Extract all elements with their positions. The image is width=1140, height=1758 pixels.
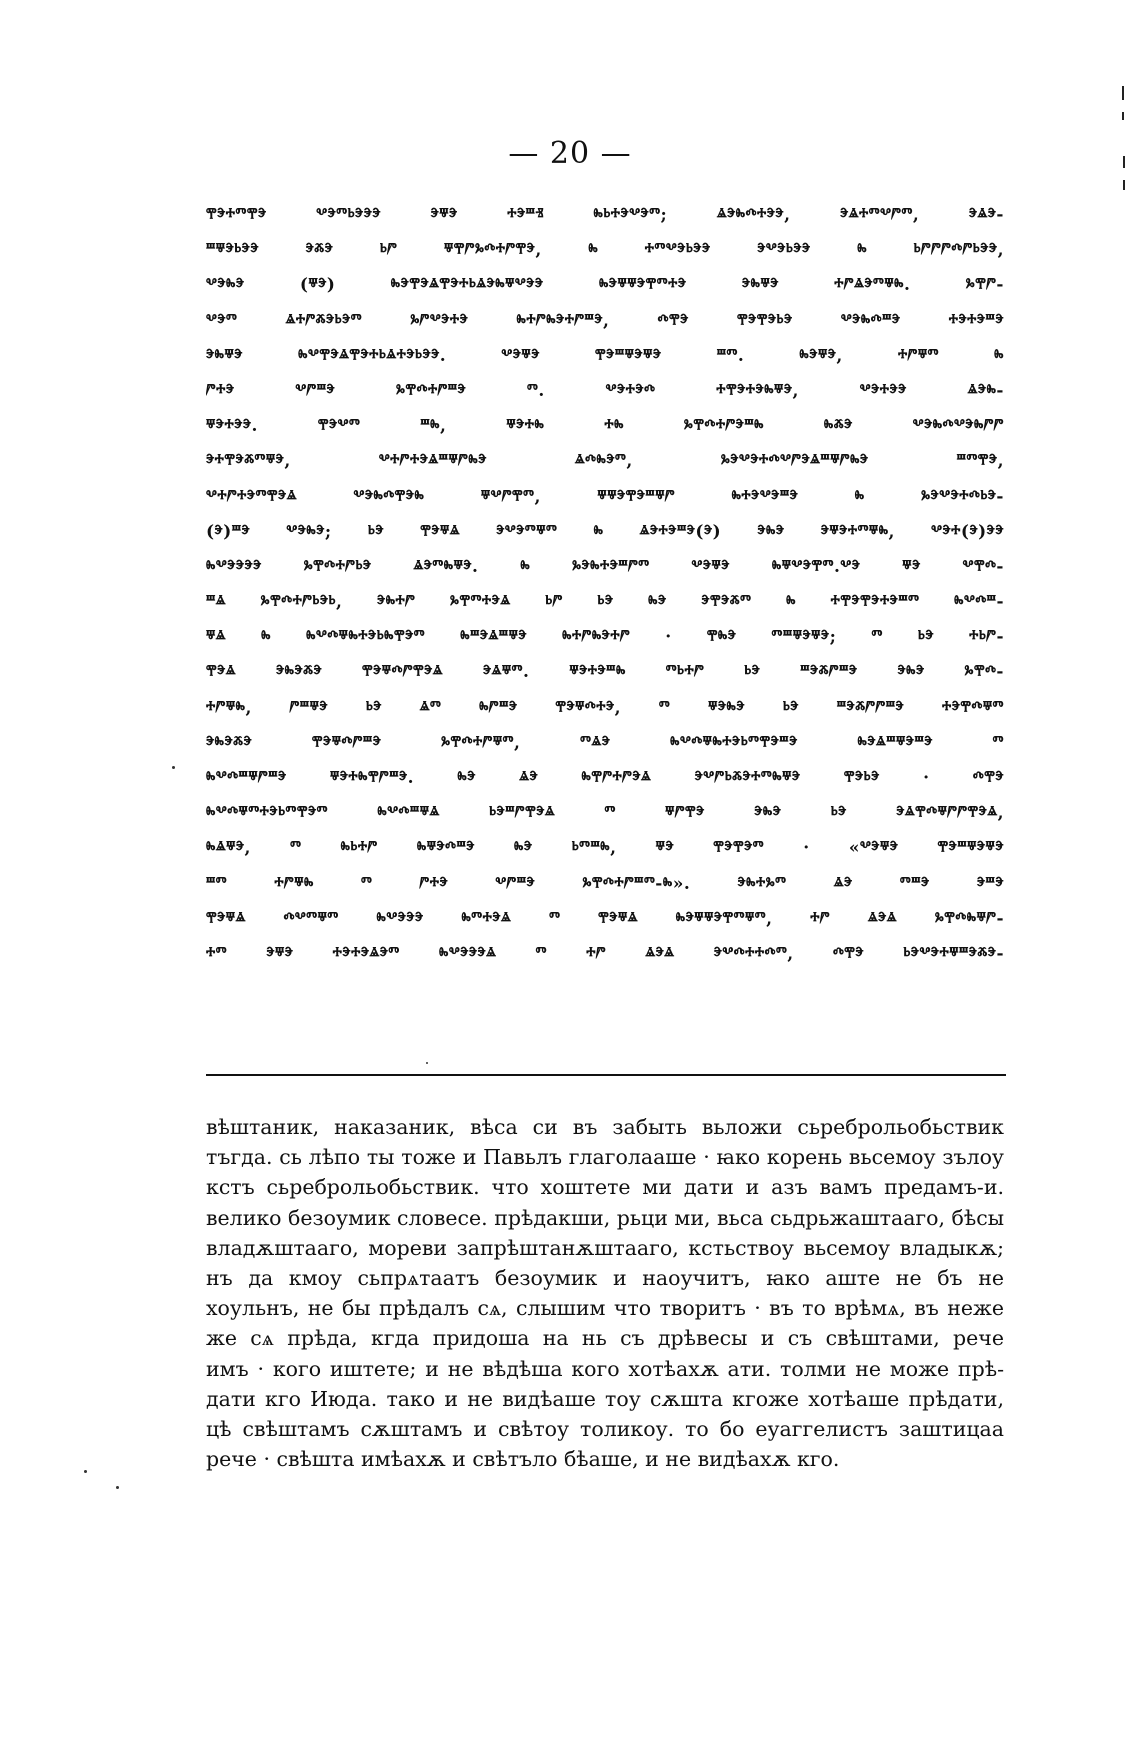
cyrillic-line: тъгда. сь лѣпо ты тоже и Павьлъ глаголааше · ꙗко корень вьсемоу зълоу [206,1145,1004,1170]
glagolitic-line: ⱎⱑ ⰳⰹⰴⰰⱓⱃⰵⱃ, ⰵⰸⰰⱓ ⰳⰹⱅⰰⰵⱑ ⱃⱓ ⱃⰵ ⰸⰵ ⰵⰹⰵⰶⱅ ⰸ ⰰⰹⰵⰹⰵⰰⰵⱎⱅ ⰸⰲⰴⱎ- [206,592,1004,613]
cyrillic-transliteration-block [206,1112,1004,1474]
scan-edge-mark [1123,156,1125,168]
glagolitic-line: ⰰⱓⱋⰸ, ⱓⱎⱋⰵ ⱃⰵ ⱑⱅ ⰸⱓⱎⰵ ⰹⰵⱋⰴⰰⰵ, ⱅ ⱋⰵⰸⰵ ⱃⰵ ⱎⰵⰶⱓⱓⱎⰵ ⰰⰵⰹⰴⱋⱅ [206,697,1004,718]
glagolitic-line: ⱋⱑ ⰸ ⰸⰲⰴⱋⰸⰰⰵⱃⰸⰹⰵⱅ ⰸⱎⰵⱑⱎⱋⰵ ⰸⰰⱓⰸⰵⰰⱓ · ⰹⰸⰵ ⱅⱎⱋⰵⱋⰵ; ⱅ ⱃⰵ ⰰⱃⱓ- [206,627,1004,648]
glagolitic-text-block [206,198,1004,972]
glagolitic-line: (ⰵ)ⱎⰵ ⰲⰵⰸⰵ; ⱃⰵ ⰹⰵⱋⱑ ⰵⰲⰵⱅⱋⱅ ⰸ ⱑⰵⰰⰵⱎⰵ(ⰵ) ⰵⰸⰵ ⰵⱋⰵⰰⱅⱋⰸ, ⰲⰵⰰ(ⰵ)ⰵⰵ [206,521,1004,542]
page-number: — 20 — [508,136,632,171]
glagolitic-line: ⰸⰲⰴⱋⱅⰰⰵⱃⱅⰹⰵⱅ ⰸⰲⰴⱎⱋⱑ ⱃⰵⱎⱓⰹⰵⱑ ⱅ ⱋⱓⰹⰵ ⰵⰸⰵ ⱃⰵ ⰵⱑⰹⰴⱋⱓⱓⰹⰵⱑ, [206,803,1004,824]
cyrillic-line: велико безоумик словесе. прѣдакши, рьци ми, вьса сьдрьжаштааго, бѣсы [206,1205,1004,1230]
section-divider [206,1074,1006,1076]
glagolitic-line: ⰸⱑⱋⰵ, ⱅ ⰸⱃⰰⱓ ⰸⱋⰵⰴⱎⰵ ⰸⰵ ⱃⱅⱎⰸ, ⱋⰵ ⰹⰵⰹⰵⱅ · «ⰲⰵⱋⰵ ⰹⰵⱎⱋⰵⱋⰵ [206,838,1004,859]
scan-speck [172,766,175,769]
cyrillic-line: цѣ свѣштамъ сѫштамъ и свѣтоу толикоу. то бо еуаггелистъ заштицаа [206,1416,1004,1441]
scan-speck [84,1470,87,1473]
glagolitic-line: ⰲⰵⰸⰵ (ⱋⰵ) ⰸⰵⰹⰵⱑⰹⰵⰰⱃⱑⰵⰸⱋⰲⰵⰵ ⰸⰵⱋⱋⰵⰹⱅⰰⰵ ⰵⰸⱋⰵ ⰰⱓⱑⰵⱅⱋⰸ. ⰳⰹⱓ- [206,275,1004,296]
glagolitic-line: ⰰⱅ ⰵⱋⰵ ⰰⰵⰰⰵⱑⰵⱅ ⰸⰲⰵⰵⰵⱑ ⱅ ⰰⱓ ⱑⰵⱑ ⰵⰲⰴⰰⰰⰴⱅ, ⰴⰹⰵ ⱃⰵⰲⰵⰰⱋⱎⰵⰶⰵ- [206,943,1004,964]
cyrillic-line: дати кго Июда. тако и не видѣаше тоу сѫшта кгоже хотѣаше прѣдати, [206,1386,1004,1411]
scan-edge-mark [1122,86,1124,100]
cyrillic-line: нъ да кмоу сьпрѧтаатъ безоумик и наоучитъ, ꙗко аште не бъ не [206,1265,1004,1290]
scan-speck [116,1486,119,1489]
cyrillic-line: рече · свѣшта имѣахѫ и свѣтъло бѣаше, и не видѣахѫ кго. [206,1447,840,1472]
glagolitic-line: ⱋⰵⰰⰵⰵ. ⰹⰵⰲⱅ ⱎⰸ, ⱋⰵⰰⰸ ⰰⰸ ⰳⰹⰴⰰⱓⰵⱎⰸ ⰸⰶⰵ ⰲⰵⰸⰴⰲⰵⰸⱓⱓ [206,416,1004,437]
cyrillic-line: имъ · кого иштете; и не вѣдѣша кого хотѣахѫ ати. толми не може прѣ- [206,1356,1004,1381]
glagolitic-line: ⰵⰸⱋⰵ ⰸⰲⰹⰵⱑⰹⰵⰰⱃⱑⰰⰵⱃⰵⰵ. ⰲⰵⱋⰵ ⰹⰵⱎⱋⰵⱋⰵ ⱎⱅ. ⰸⰵⱋⰵ, ⰰⱓⱋⱅ ⰸ [206,345,1004,366]
glagolitic-line: ⱎⱅ ⰰⱓⱋⰸ ⱅ ⱓⰰⰵ ⰲⱓⱎⰵ ⰳⰹⰴⰰⱓⱎⱅ-ⰸ». ⰵⰸⰰⰳⱅ ⱑⰵ ⱅⱎⰵ ⰵⱎⰵ [206,873,1004,894]
glagolitic-line: ⰸⰲⰵⰵⰵⰵ ⰳⰹⰴⰰⱓⱃⰵ ⱑⰵⱅⰸⱋⰵ. ⰸ ⰳⰵⰸⰰⰵⱎⱓⱅ ⰲⰵⱋⰵ ⰸⱋⰲⰵⰹⱅ.ⰲⰵ ⱋⰵ ⰲⰹⰴ- [206,556,1004,577]
glagolitic-line: ⱓⰰⰵ ⰲⱓⱎⰵ ⰳⰹⰴⰰⱓⱎⰵ ⱅ. ⰲⰵⰰⰵⰴ ⰰⰹⰵⰰⰵⰸⱋⰵ, ⰲⰵⰰⰵⰵ ⱑⰵⰸ- [206,380,1004,401]
glagolitic-line: ⰵⰰⰹⰵⰶⱅⱋⰵ, ⰲⰰⱓⰰⰵⱑⱎⱋⱓⰸⰵ ⱑⰴⰸⰵⱅ, ⰳⰵⰲⰵⰰⰴⰲⱓⰵⱑⱎⱋⱓⰸⰵ ⱎⱅⰹⰵ, [206,451,1004,472]
cyrillic-line: кстъ сьреброльобьствик. что хоштете ми дати и азъ вамъ предамъ-и. [206,1175,1004,1200]
glagolitic-line: ⰵⰸⰵⰶⰵ ⰹⰵⱋⰴⱓⱎⰵ ⰳⰹⰴⰰⱓⱋⱅ, ⱅⱑⰵ ⰸⰲⰴⱋⰸⰰⰵⱃⱅⰹⰵⱎⰵ ⰸⰵⱑⱎⱋⰵⱎⰵ ⱅ [206,732,1004,753]
glagolitic-line: ⰹⰵⱑ ⰵⰸⰵⰶⰵ ⰹⰵⱋⰴⱓⰹⰵⱑ ⰵⱑⱋⱅ. ⱋⰵⰰⰵⱎⰸ ⱅⱃⰰⱓ ⱃⰵ ⱎⰵⰶⱓⱎⰵ ⰵⰸⰵ ⰳⰹⰴ- [206,662,1004,683]
cyrillic-line: хоульнъ, не бы прѣдалъ сѧ, слышим что творитъ · въ то врѣмѧ, въ неже [206,1296,1004,1321]
glagolitic-line: ⰹⰵⱋⱑ ⰴⰲⱅⱋⱅ ⰸⰲⰵⰵⰵ ⰸⱅⰰⰵⱑ ⱅ ⰹⰵⱋⱑ ⰸⰵⱋⱋⰵⰹⱅⱋⱅ, ⰰⱓ ⱑⰵⱑ ⰳⰹⰴⰸⱋⱓ- [206,908,1004,929]
glagolitic-line: ⰸⰲⰴⱎⱋⱓⱎⰵ ⱋⰵⰰⰸⰹⱓⱎⰵ. ⰸⰵ ⱑⰵ ⰸⰹⱓⰰⱓⰵⱑ ⰵⰲⱓⱃⰶⰵⰰⱅⰸⱋⰵ ⰹⰵⱃⰵ · ⰴⰹⰵ [206,768,1004,788]
scan-edge-mark [1123,180,1125,190]
glagolitic-line: ⰲⰰⱓⰰⰵⱅⰹⰵⱑ ⰲⰵⰸⰴⰹⰵⰸ ⱋⰲⱓⰹⱅ, ⱋⱋⰵⰹⰵⱎⱋⱓ ⰸⰰⰵⰲⰵⱎⰵ ⰸ ⰳⰵⰲⰵⰰⰴⱃⰵ- [206,486,1004,507]
cyrillic-line: же сѧ прѣда, кгда придоша на нь съ дрѣвесы и съ свѣштами, рече [206,1326,1004,1351]
scan-edge-mark [1122,112,1124,120]
cyrillic-line: вѣштаник, наказаник, вѣса си въ забыть вьложи сьреброльобьствик [206,1115,1004,1139]
glagolitic-line: ⱎⱋⰵⱃⰵⰵ ⰵⰶⰵ ⱃⱓ ⱋⰹⱓⰳⰴⰰⱓⰹⰵ, ⰸ ⰰⱅⰲⰵⱃⰵⰵ ⰵⰲⰵⱃⰵⰵ ⰸ ⱃⱓⱓⱓⰴⱓⱃⰵⰵ, [206,240,1004,261]
glagolitic-line: ⰲⰵⱅ ⱑⰰⱓⰶⰵⱃⰵⱅ ⰳⱓⰲⰵⰰⰵ ⰸⰰⱓⰸⰵⰰⱓⱎⰵ, ⰴⰹⰵ ⰹⰵⰹⰵⱃⰵ ⰲⰵⰸⰴⱎⰵ ⰰⰵⰰⰵⱎⰵ [206,310,1004,331]
scan-speck [426,1062,428,1064]
glagolitic-line: ⰹⰵⰰⱅⰹⰵ ⰲⰵⱅⱃⰵⰵⰵ ⰵⱋⰵ ⰰⰵⱎⱐ ⰸⱃⰰⰵⰲⰵⱅ; ⱑⰵⰸⰴⰰⰵⰵ, ⰵⱑⰰⱅⰲⱓⱅ, ⰵⱑⰵ- [206,205,1004,225]
cyrillic-line: владѫштааго, мореви запрѣштанѫштааго, кстьствоу вьсемоу владыкѫ; [206,1235,1004,1260]
